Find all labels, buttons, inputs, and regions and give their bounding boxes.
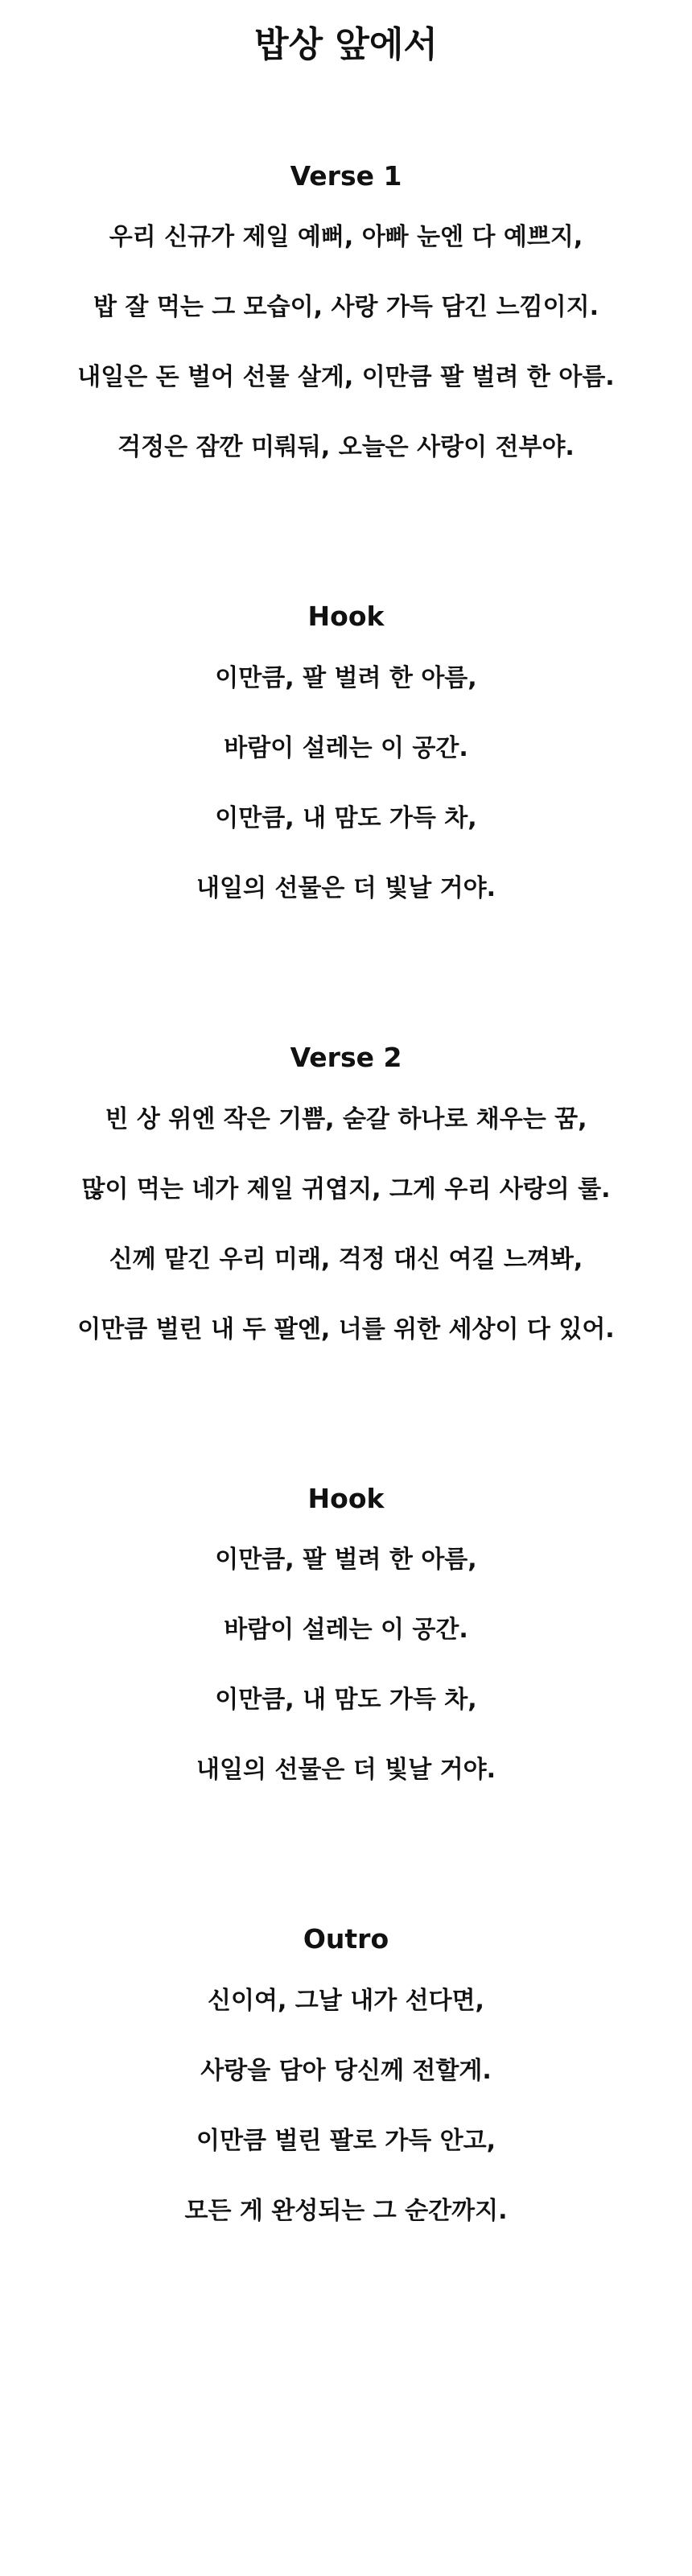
song-title: 밥상 앞에서 (254, 24, 438, 65)
lyric-line: 모든 게 완성되는 그 순간까지. (184, 2196, 508, 2225)
lyric-line: 이만큼, 팔 벌려 한 아름, (215, 1546, 477, 1575)
lyric-line: 많이 먹는 네가 제일 귀엽지, 그게 우리 사랑의 룰. (81, 1174, 611, 1203)
lyric-line: 신께 맡긴 우리 미래, 걱정 대신 여길 느껴봐, (109, 1245, 583, 1274)
lyrics-section-hook-2 (0, 1483, 692, 1785)
lyric-line: 내일의 선물은 더 빛날 거야. (196, 873, 496, 902)
lyric-line: 이만큼, 내 맘도 가득 차, (215, 803, 477, 832)
lyric-line: 이만큼, 내 맘도 가득 차, (215, 1686, 477, 1715)
section-heading: Hook (307, 601, 385, 633)
lyric-line: 우리 신규가 제일 예뻐, 아빠 눈엔 다 예쁘지, (109, 223, 583, 252)
lyric-line: 사랑을 담아 당신께 전할게. (200, 2056, 492, 2085)
section-heading: Verse 1 (290, 159, 402, 192)
section-heading: Hook (307, 1482, 385, 1514)
lyric-line: 이만큼 벌린 내 두 팔엔, 너를 위한 세상이 다 있어. (77, 1315, 615, 1344)
lyric-line: 내일은 돈 벌어 선물 살게, 이만큼 팔 벌려 한 아름. (77, 363, 615, 392)
lyric-line: 걱정은 잠깐 미뤄둬, 오늘은 사랑이 전부야. (117, 433, 575, 462)
lyric-line: 내일의 선물은 더 빛날 거야. (196, 1756, 496, 1785)
section-heading: Outro (303, 1923, 389, 1955)
lyric-line: 빈 상 위엔 작은 기쁨, 숟갈 하나로 채우는 꿈, (105, 1104, 587, 1133)
lyrics-section-outro (0, 1923, 692, 2226)
lyric-line: 밥 잘 먹는 그 모습이, 사랑 가득 담긴 느낌이지. (93, 293, 599, 322)
lyric-line: 이만큼, 팔 벌려 한 아름, (215, 663, 477, 692)
lyrics-section-verse-2 (0, 1042, 692, 1344)
lyrics-section-hook-1 (0, 601, 692, 903)
lyrics-section-verse-1 (0, 160, 692, 463)
lyrics-sections (0, 160, 692, 2226)
lyric-line: 이만큼 벌린 팔로 가득 안고, (196, 2126, 496, 2155)
lyric-line: 바람이 설레는 이 공간. (224, 1616, 468, 1645)
lyric-line: 신이여, 그날 내가 선다면, (208, 1986, 484, 2015)
lyric-line: 바람이 설레는 이 공간. (224, 733, 468, 762)
section-heading: Verse 2 (290, 1041, 402, 1073)
